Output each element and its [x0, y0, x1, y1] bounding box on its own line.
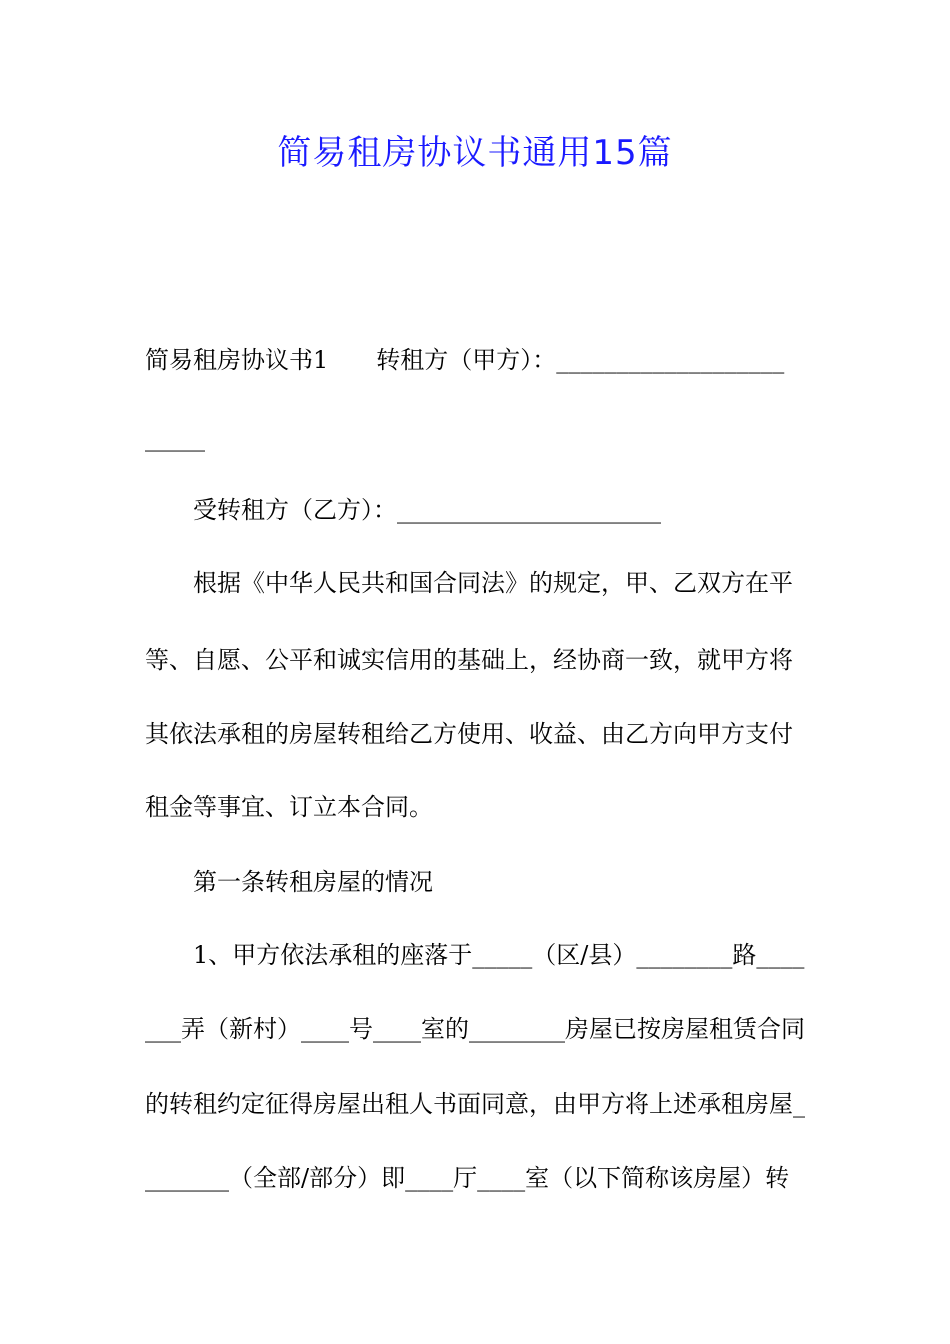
- document-title: 简易租房协议书通用15篇: [277, 133, 673, 173]
- text-line-11: 的转租约定征得房屋出租人书面同意，由甲方将上述承租房屋_: [145, 1090, 805, 1118]
- text-line-10: ___弄（新村）____号____室的________房屋已按房屋租赁合同: [145, 1015, 805, 1043]
- text-line-1: 简易租房协议书1 转租方（甲方）：___________________: [145, 346, 785, 374]
- text-line-5: 等、自愿、公平和诚实信用的基础上，经协商一致，就甲方将: [145, 646, 793, 674]
- text-line-12: _______（全部/部分）即____厅____室（以下简称该房屋）转: [145, 1164, 790, 1192]
- text-line-6: 其依法承租的房屋转租给乙方使用、收益、由乙方向甲方支付: [145, 720, 793, 748]
- text-line-2: _____: [145, 424, 205, 452]
- text-line-3: 受转租方（乙方）：______________________: [145, 496, 661, 524]
- text-line-7: 租金等事宜、订立本合同。: [145, 793, 433, 821]
- text-line-4: 根据《中华人民共和国合同法》的规定，甲、乙双方在平: [145, 569, 793, 597]
- text-line-9: 1、甲方依法承租的座落于_____（区/县）________路____: [145, 941, 805, 969]
- text-line-8: 第一条转租房屋的情况: [145, 868, 433, 896]
